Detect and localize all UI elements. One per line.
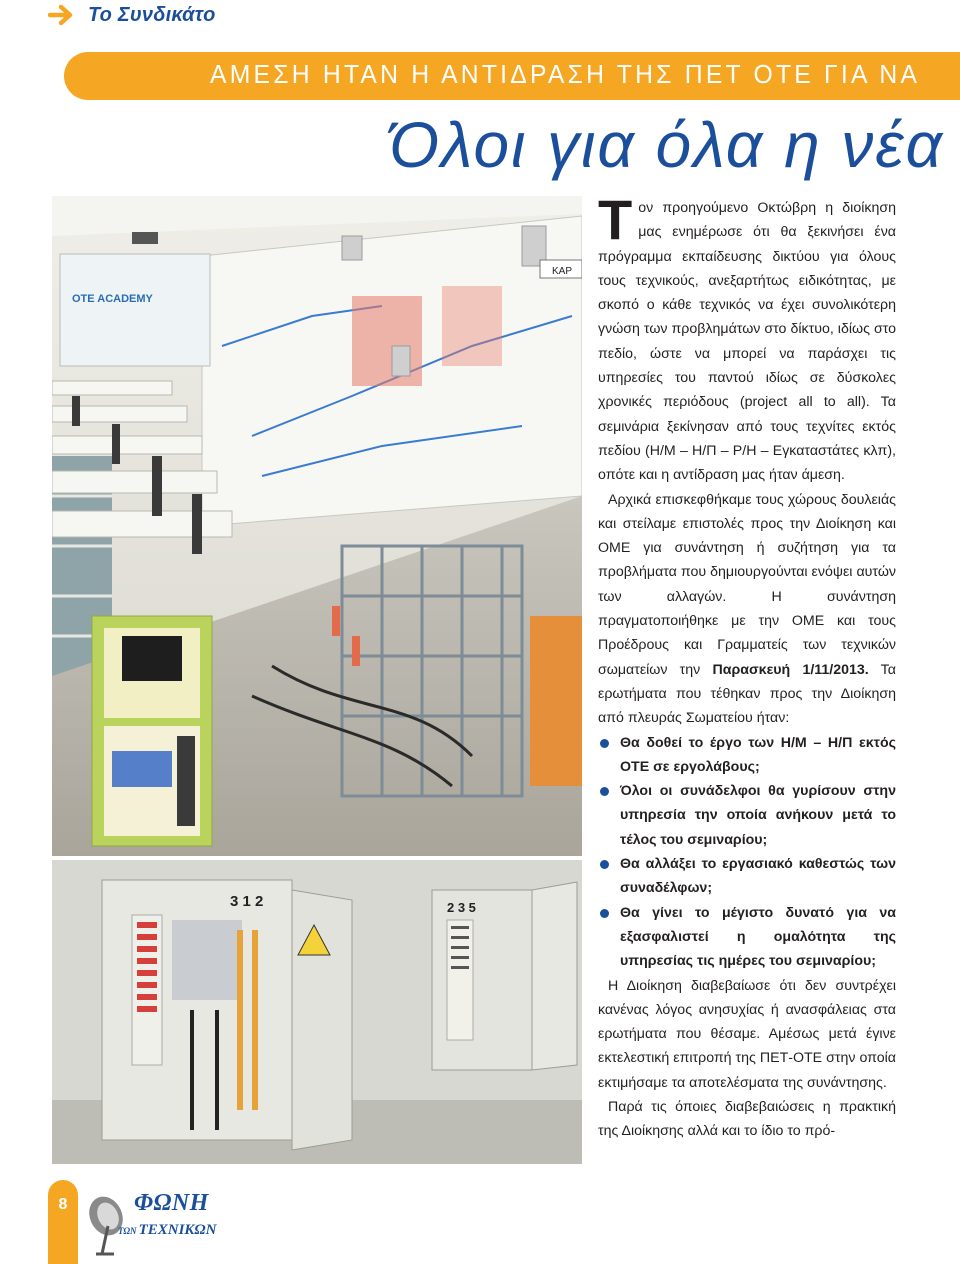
bullet-icon [600, 860, 609, 869]
kicker-text: ΑΜΕΣΗ ΗΤΑΝ Η ΑΝΤΙΔΡΑΣΗ ΤΗΣ ΠΕΤ ΟΤΕ ΓΙΑ ΝΑ [210, 59, 921, 89]
photo-cabinets [52, 860, 582, 1164]
list-item: Θα αλλάξει το εργασιακό καθεστώς των συναδέλφων; [598, 852, 896, 901]
paragraph-4: Παρά τις όποιες διαβεβαιώσεις η πρακτική της Διοίκησης αλλά και το ίδιο το πρό- [598, 1098, 896, 1140]
screen-logo-text: OTE ACADEMY [72, 293, 153, 305]
section-header [48, 2, 216, 28]
bullet-icon [600, 787, 609, 796]
dropcap: Τ [598, 188, 633, 251]
bullet-icon [600, 909, 609, 918]
photo-classroom [52, 196, 582, 856]
questions-list [598, 731, 896, 974]
kicker-band [64, 52, 960, 100]
section-title: Το Συνδικάτο [88, 3, 216, 26]
list-item: Θα δοθεί το έργο των Η/Μ – Η/Π εκτός ΟΤΕ σε εργολάβους; [598, 731, 896, 780]
arrow-right-icon [48, 4, 76, 26]
article-body [598, 188, 896, 1144]
paragraph-3: Η Διοίκηση διαβεβαίωσε ότι δεν συντρέχει κανένας λόγος ανησυχίας ή ανασφάλειας στα ερωτήματα που θέσαμε. Αμέσως μετά έγινε εκτελεστική επιτροπή της ΠΕΤ-ΟΤΕ στην οποία εκτιμήσαμε τα αποτελέσματα της συνάντησης. [598, 977, 896, 1091]
cabinet-label-right: 2 3 5 [447, 900, 476, 915]
list-item: Όλοι οι συνάδελφοι θα γυρίσουν στην υπηρεσία την οποία ανήκουν μετά το τέλος του σεμιναρίου; [598, 779, 896, 852]
page-number: 8 [58, 1196, 68, 1213]
logo-title: ΦΩΝΗ [134, 1190, 209, 1216]
cabinet-label-left: 3 1 2 [230, 893, 264, 910]
list-item: Θα γίνει το μέγιστο δυνατό για να εξασφαλιστεί η ομαλότητα της υπηρεσίας τις ημέρες του σεμιναρίου; [598, 901, 896, 974]
meeting-date: Παρασκευή 1/11/2013. [712, 661, 869, 678]
paragraph-2: Αρχικά επισκεφθήκαμε τους χώρους δουλειάς και στείλαμε επιστολές προς την Διοίκηση και ΟΜΕ για συνάντηση ή συζήτηση για τα προβλήματα που δημιουργούνται ενόψει αυτών των αλλαγών. Η συνάντηση πραγματοποιήθηκε με την ΟΜΕ και τους Προέδρους και Γραμματείς των τεχνικών σωματείων την Παρασκευή 1/11/2013. Τα ερωτήματα που τέθηκαν προς την Διοίκηση από πλευράς Σωματείου ήταν: [598, 491, 896, 727]
banner-fragment: ΚΑΡ [552, 266, 573, 277]
page-number-tab [48, 1180, 78, 1264]
logo-subtitle: ΤΩΝ ΤΕΧΝΙΚΩΝ [118, 1222, 217, 1238]
headline: Όλοι για όλα η νέα [388, 109, 944, 181]
bullet-icon [600, 739, 609, 748]
paragraph-1: Τον προηγούμενο Οκτώβρη η διοίκηση μας ενημέρωσε ότι θα ξεκινήσει ένα πρόγραμμα εκπαίδευσης δικτύου για όλους τους τεχνικούς, ανεξαρτήτως ειδικότητας, με σκοπό ο κάθε τεχνικός να έχει συνολικότερη γνώση των προβλημάτων στο δίκτυο, ιδίως στο πεδίο, ώστε να μπορεί να παράσχει τις υπηρεσίες του παντού ιδίως σε δύσκολες χρονικές περιόδους (project all to all). Τα σεμινάρια ξεκίνησαν από τους τεχνίτες εκτός πεδίου (Η/Μ – Η/Π – Ρ/Η – Εγκαταστάτες κλπ), οπότε και η αντίδραση μας ήταν άμεση. [598, 188, 896, 484]
